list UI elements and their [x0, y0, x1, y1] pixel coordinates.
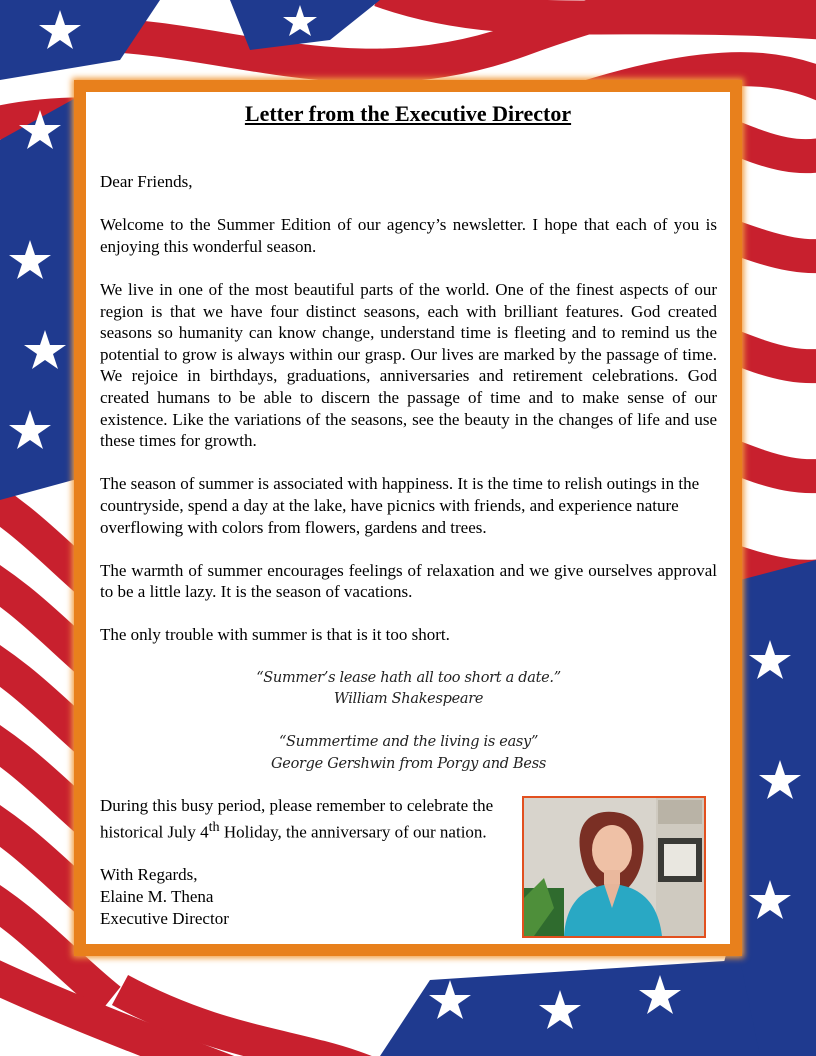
paragraph: We live in one of the most beautiful parts of the world. One of the finest aspects of our region is that we have four distinct seasons, each with brilliant features. God created seasons so humanity can know change, understand time is fleeting and to remind us the potential to grow is always within our grasp. Our lives are marked by the passage of time. We rejoice in birthdays, graduations, anniversaries and retirement celebrations. God created humans to be able to discern the passage of time and to make sense of our existence. Like the variations of the seasons, see the beauty in the changes of life and use these times for growth. — [100, 279, 717, 451]
holiday-text: During this busy period, please remember to celebrate the historical July 4 — [100, 796, 494, 842]
quote-author: William Shakespeare — [333, 691, 484, 708]
portrait-photo — [522, 796, 706, 938]
paragraph: The warmth of summer encourages feelings of relaxation and we give ourselves approval to be a little lazy. It is the season of vacations. — [100, 560, 717, 602]
quote-block — [100, 668, 717, 711]
quote-text: “Summer’s lease hath all too short a date.” — [256, 669, 561, 686]
paragraph: The only trouble with summer is that is it too short. — [100, 625, 450, 645]
quote-block — [100, 732, 717, 775]
paragraph: The season of summer is associated with happiness. It is the time to relish outings in the countryside, spend a day at the lake, have picnics with friends, and experience nature overflowing with colors from flowers, gardens and trees. — [100, 474, 700, 537]
letter-body — [100, 171, 717, 797]
signer-title: Executive Director — [100, 908, 229, 928]
holiday-text-end: Holiday, the anniversary of our nation. — [219, 822, 487, 842]
paragraph: Welcome to the Summer Edition of our agency’s newsletter. I hope that each of you is enjoying this wonderful season. — [100, 215, 717, 256]
salutation: Dear Friends, — [100, 172, 193, 191]
holiday-superscript: th — [208, 818, 220, 835]
signer-name: Elaine M. Thena — [100, 887, 214, 907]
quote-text: “Summertime and the living is easy” — [278, 734, 539, 751]
closing-phrase: With Regards, — [100, 865, 198, 885]
signature-block — [100, 864, 515, 929]
holiday-paragraph — [100, 795, 515, 843]
letter-title: Letter from the Executive Director — [244, 101, 572, 126]
letter-closing — [100, 795, 515, 951]
quote-author: George Gershwin from Porgy and Bess — [271, 756, 546, 773]
portrait-photo-icon — [524, 798, 704, 936]
